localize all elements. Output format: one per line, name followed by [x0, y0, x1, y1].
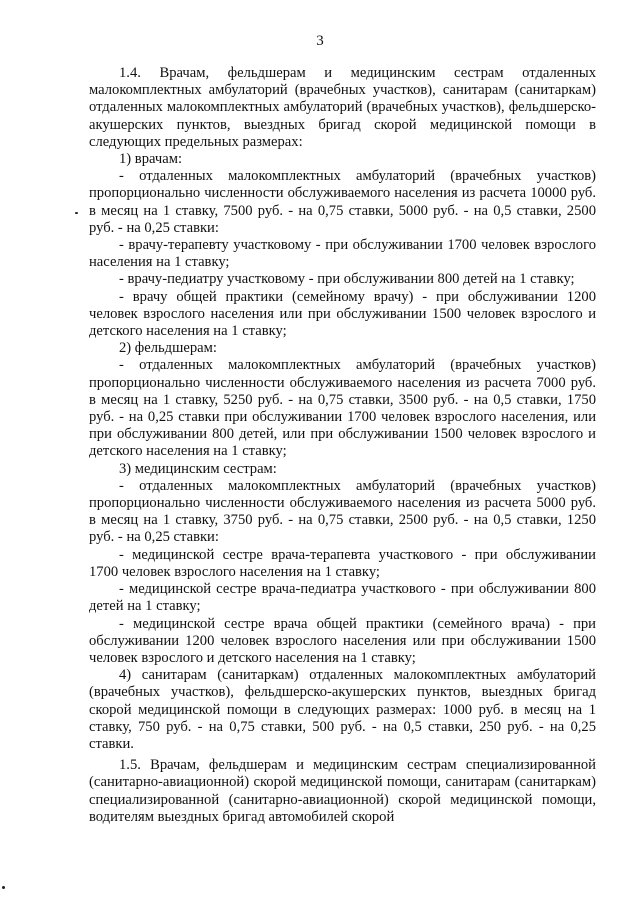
- paragraph-nurses-heading: 3) медицинским сестрам:: [119, 460, 277, 477]
- paragraph-1-4: 1.4. Врачам, фельдшерам и медицинским сестрам отдаленных малокомплектных амбулаторий (врачебных участков), санитарам (санитаркам) отдаленных малокомплектных амбулаторий (врачебных участков), фельдшерско-акушерских пунктов, выездных бригад скорой медицинской помощи в следующих предельных размерах:: [89, 65, 596, 150]
- scan-speck: [2, 886, 5, 889]
- document-body: [89, 65, 596, 826]
- scan-speck: [75, 212, 78, 214]
- paragraph-paramedics-heading: 2) фельдшерам:: [119, 340, 217, 357]
- paragraph-paramedics-rate: - отдаленных малокомплектных амбулаторий (врачебных участков) пропорционально численности обслуживаемого населения из расчета 7000 руб. в месяц на 1 ставку, 5250 руб. - на 0,75 ставки, 3500 руб. - на 0,5 ставки, 1750 руб. - на 0,25 ставки при обслуживании 1700 человек взрослого населения, или при обслуживании 800 детей, или при обслуживании 1500 человек взрослого и детского населения на 1 ставку;: [89, 357, 596, 460]
- paragraph-1-5: 1.5. Врачам, фельдшерам и медицинским сестрам специализированной (санитарно-авиационной) скорой медицинской помощи, санитарам (санитаркам) специализированной (санитарно-авиационной) скорой медицинской помощи, водителям выездных бригад автомобилей скорой: [89, 757, 596, 825]
- paragraph-pediatrician: - врачу-педиатру участковому - при обслуживании 800 детей на 1 ставку;: [119, 271, 575, 288]
- paragraph-orderlies: 4) санитарам (санитаркам) отдаленных малокомплектных амбулаторий (врачебных участков), фельдшерско-акушерских пунктов, выездных бригад скорой медицинской помощи в следующих размерах: 1000 руб. в месяц на 1 ставку, 750 руб. - на 0,75 ставки, 500 руб. - на 0,5 ставки, 250 руб. - на 0,25 ставки.: [89, 667, 596, 752]
- paragraph-general-practitioner: - врачу общей практики (семейному врачу) - при обслуживании 1200 человек взрослого населения или при обслуживании 1500 человек взрослого и детского населения на 1 ставку;: [89, 288, 596, 340]
- paragraph-doctors-rate: - отдаленных малокомплектных амбулаторий (врачебных участков) пропорционально численности обслуживаемого населения из расчета 10000 руб. в месяц на 1 ставку, 7500 руб. - на 0,75 ставки, 5000 руб. - на 0,5 ставки, 2500 руб. - на 0,25 ставки:: [89, 168, 596, 236]
- paragraph-nurse-gp: - медицинской сестре врача общей практики (семейного врача) - при обслуживании 1200 человек взрослого населения или при обслуживании 1500 человек взрослого и детского населения на 1 ставку;: [89, 615, 596, 666]
- paragraph-doctors-heading: 1) врачам:: [119, 151, 182, 168]
- paragraph-therapist: - врачу-терапевту участковому - при обслуживании 1700 человек взрослого населения на 1 ставку;: [89, 237, 596, 271]
- paragraph-nurse-pediatrician: - медицинской сестре врача-педиатра участкового - при обслуживании 800 детей на 1 ставку;: [89, 581, 596, 615]
- page-number: 3: [316, 33, 324, 49]
- paragraph-nurses-rate: - отдаленных малокомплектных амбулаторий (врачебных участков) пропорционально численности обслуживаемого населения из расчета 5000 руб. в месяц на 1 ставку, 3750 руб. - на 0,75 ставки, 2500 руб. - на 0,5 ставки, 1250 руб. - на 0,25 ставки:: [89, 477, 596, 546]
- paragraph-nurse-therapist: - медицинской сестре врача-терапевта участкового - при обслуживании 1700 человек взрослого населения на 1 ставку;: [89, 546, 596, 580]
